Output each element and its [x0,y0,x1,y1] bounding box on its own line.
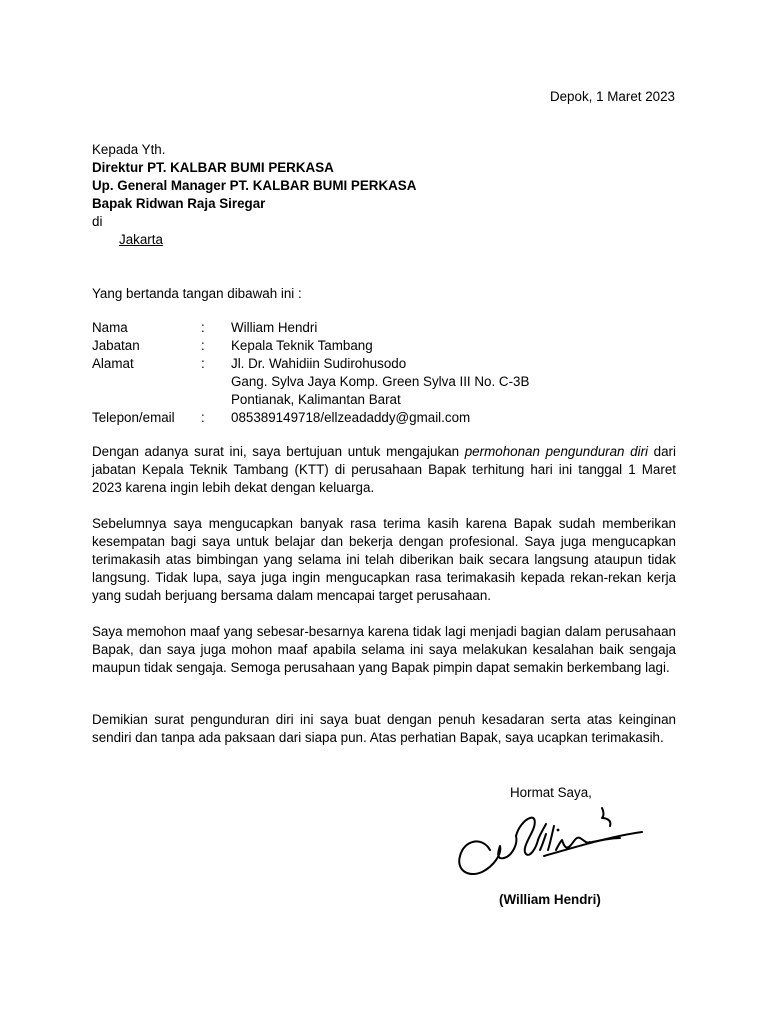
intro-line: Yang bertanda tangan dibawah ini : [92,286,302,301]
paragraph-purpose [92,443,676,497]
detail-label: Telepon/email [92,410,175,425]
detail-value: Pontianak, Kalimantan Barat [231,392,401,407]
recipient-line-gm: Up. General Manager PT. KALBAR BUMI PERKASA [92,178,417,193]
detail-colon: : [201,410,205,425]
detail-row-address-2 [92,373,529,391]
detail-value: 085389149718/ellzeadaddy@gmail.com [231,410,471,425]
detail-colon: : [201,320,205,335]
recipient-block [92,141,416,249]
detail-value: William Hendri [231,320,318,335]
paragraph-emphasis: permohonan pengunduran diri [464,444,649,459]
detail-label: Alamat [92,356,134,371]
detail-row-address [92,355,529,373]
recipient-city: Jakarta [119,232,163,247]
recipient-salutation: Kepada Yth. [92,142,166,157]
paragraph-text: Dengan adanya surat ini, saya bertujuan untuk mengajukan [92,444,465,459]
paragraph-thanks: Sebelumnya saya mengucapkan banyak rasa terima kasih karena Bapak sudah memberikan kesempatan bagi saya untuk belajar dan bekerja dengan profesional. Saya juga mengucapkan terimakasih atas bimbingan yang selama ini telah diberikan baik secara langsung ataupun tidak langsung. Tidak lupa, saya juga ingin mengucapkan rasa terimakasih kepada rekan-rekan kerja yang sudah berjuang bersama dalam mencapai target perusahaan. [92,516,676,603]
detail-value: Gang. Sylva Jaya Komp. Green Sylva III No. C-3B [231,374,530,389]
sender-details [92,319,529,427]
recipient-di: di [92,214,103,229]
detail-row-position [92,337,529,355]
detail-label: Nama [92,320,128,335]
paragraph-text: dari jabatan Kepala Teknik Tambang (KTT) di perusahaan Bapak terhitung hari ini tanggal 1 Maret 2023 karena ingin lebih dekat dengan keluarga. [92,444,676,495]
recipient-line-name: Bapak Ridwan Raja Siregar [92,196,266,211]
recipient-line-director: Direktur PT. KALBAR BUMI PERKASA [92,160,334,175]
letter-date: Depok, 1 Maret 2023 [549,89,675,104]
detail-colon: : [201,356,205,371]
detail-row-address-3 [92,391,529,409]
detail-row-name [92,319,529,337]
signer-name: (William Hendri) [499,892,601,907]
handwritten-signature [452,806,652,886]
detail-label: Jabatan [92,338,140,353]
paragraph-apology: Saya memohon maaf yang sebesar-besarnya karena tidak lagi menjadi bagian dalam perusahaan Bapak, dan saya juga mohon maaf apabila selama ini saya melakukan kesalahan baik sengaja maupun tidak sengaja. Semoga perusahaan yang Bapak pimpin dapat semakin berkembang lagi. [92,624,676,675]
paragraph-closing: Demikian surat pengunduran diri ini saya buat dengan penuh kesadaran serta atas keinginan sendiri dan tanpa ada paksaan dari siapa pun. Atas perhatian Bapak, saya ucapkan terimakasih. [92,712,676,745]
detail-value: Jl. Dr. Wahidiin Sudirohusodo [231,356,407,371]
closing-line: Hormat Saya, [510,785,592,800]
detail-value: Kepala Teknik Tambang [231,338,373,353]
detail-colon: : [201,338,205,353]
detail-row-contact [92,409,529,427]
